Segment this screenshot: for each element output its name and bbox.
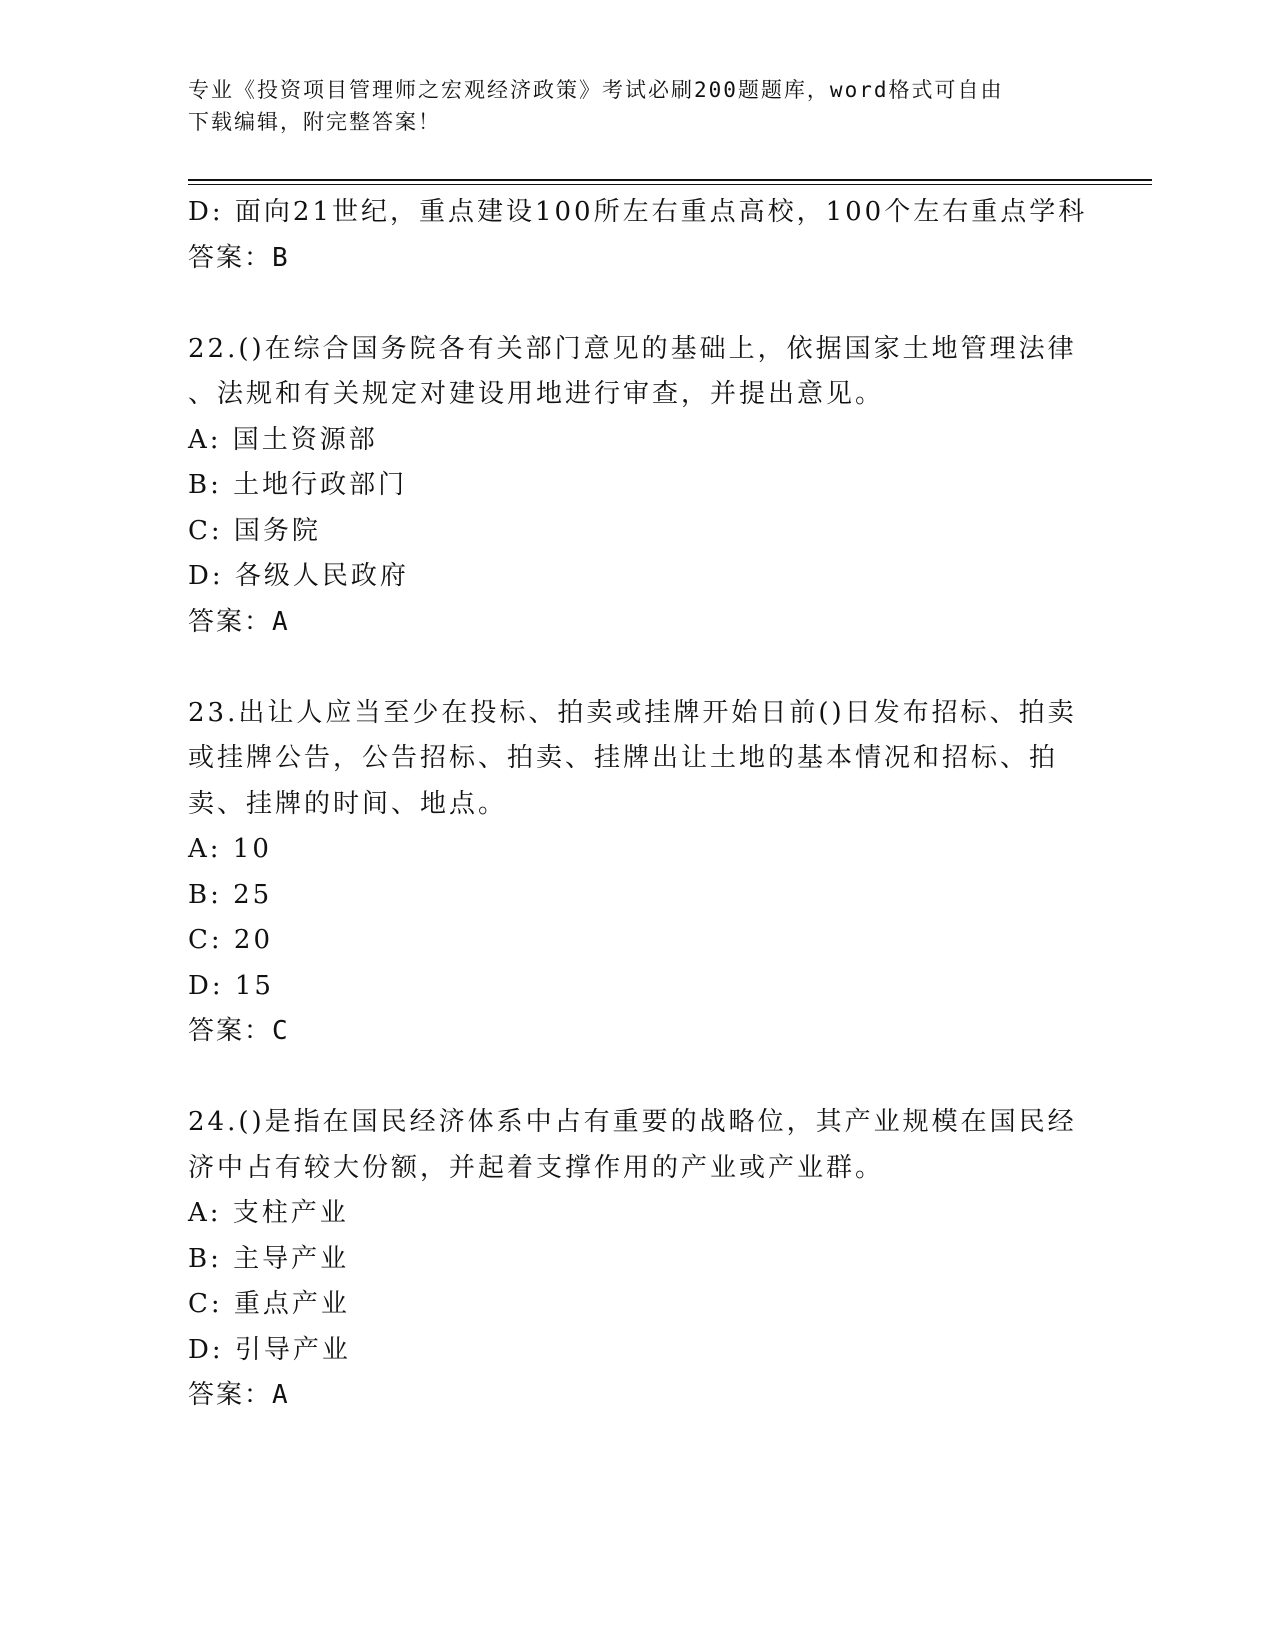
- option-b: B: 主导产业: [188, 1243, 350, 1274]
- option-d: D: 引导产业: [188, 1334, 351, 1365]
- spacer: [188, 1055, 1088, 1101]
- option-d: D: 面向21世纪，重点建设100所左右重点高校，100个左右重点学科: [188, 197, 1088, 227]
- option-b: B: 25: [188, 879, 273, 910]
- spacer: [188, 645, 1088, 691]
- option-a: A: 国土资源部: [188, 424, 378, 455]
- option-c: C: 重点产业: [188, 1289, 350, 1319]
- spacer: [188, 281, 1088, 327]
- question-stem-line: 或挂牌公告，公告招标、拍卖、挂牌出让土地的基本情况和招标、拍: [188, 743, 1059, 773]
- header-divider-thick: [188, 179, 1152, 181]
- option-a: A: 支柱产业: [188, 1198, 349, 1228]
- previous-question-tail: [188, 190, 1088, 281]
- question-stem-line: 卖、挂牌的时间、地点。: [188, 788, 508, 819]
- question-22: [188, 327, 1088, 646]
- option-d: D: 15: [188, 970, 274, 1001]
- option-a: A: 10: [188, 834, 272, 864]
- header-line-1: 专业《投资项目管理师之宏观经济政策》考试必刷200题题库，word格式可自由: [188, 78, 1004, 102]
- question-stem-line: 24.()是指在国民经济体系中占有重要的战略位，其产业规模在国民经: [188, 1107, 1077, 1137]
- header-line-2: 下载编辑，附完整答案！: [188, 110, 441, 134]
- answer-line: 答案：C: [188, 1016, 290, 1046]
- document-body: [188, 190, 1088, 1419]
- question-stem-line: 、法规和有关规定对建设用地进行审查，并提出意见。: [188, 379, 885, 409]
- header-divider-thin: [188, 184, 1152, 185]
- option-c: C: 20: [188, 925, 274, 955]
- answer-line: 答案：B: [188, 242, 290, 273]
- question-24: [188, 1100, 1088, 1419]
- question-23: [188, 691, 1088, 1055]
- option-d: D: 各级人民政府: [188, 561, 409, 591]
- document-header: [188, 74, 1088, 138]
- option-c: C: 国务院: [188, 515, 321, 546]
- question-stem-line: 23.出让人应当至少在投标、拍卖或挂牌开始日前()日发布招标、拍卖: [188, 697, 1077, 728]
- answer-line: 答案：A: [188, 1380, 290, 1410]
- question-stem-line: 济中占有较大份额，并起着支撑作用的产业或产业群。: [188, 1152, 885, 1183]
- answer-line: 答案：A: [188, 606, 290, 637]
- question-stem-line: 22.()在综合国务院各有关部门意见的基础上，依据国家土地管理法律: [188, 333, 1077, 364]
- option-b: B: 土地行政部门: [188, 470, 408, 500]
